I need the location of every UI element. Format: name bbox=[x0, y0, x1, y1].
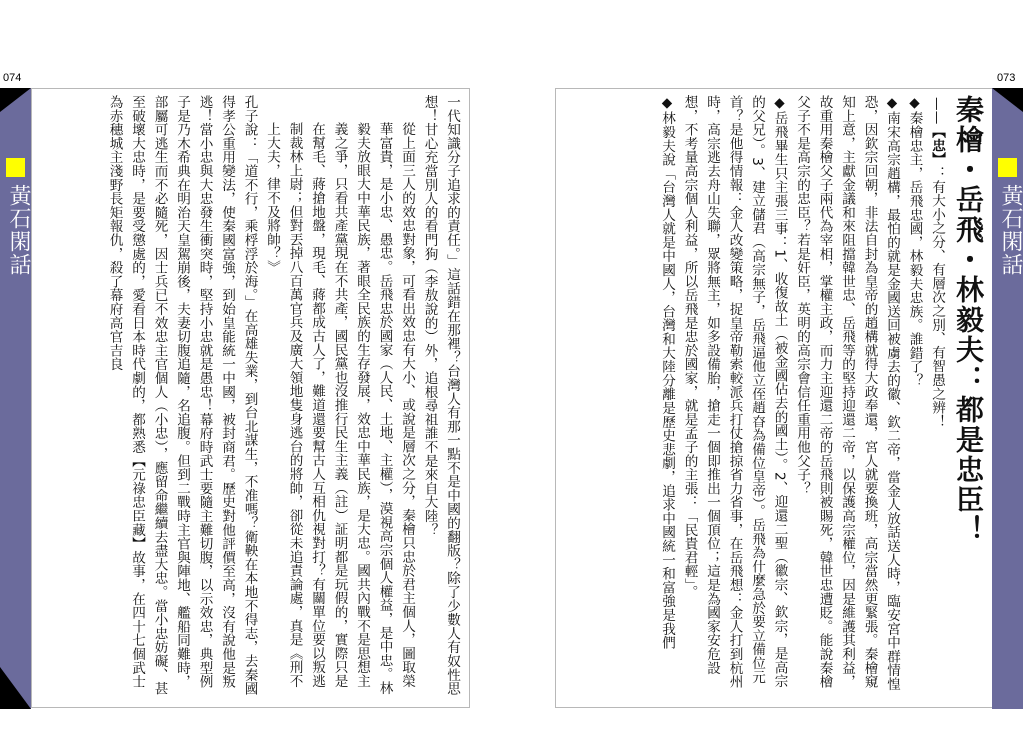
tab-yellow-square-icon bbox=[998, 158, 1017, 177]
left-page-text bbox=[34, 95, 463, 701]
diamond-bullet-icon: ◆ bbox=[771, 95, 788, 112]
diamond-bullet-icon: ◆ bbox=[659, 95, 675, 112]
paragraph bbox=[678, 95, 791, 701]
article-title: 秦檜・岳飛・林毅夫：都是忠臣！ bbox=[952, 95, 985, 545]
paragraph-text: 秦檜忠主，岳飛忠國，林毅夫忠族。誰錯了？ bbox=[906, 111, 923, 388]
subtitle-term: 【忠】 bbox=[929, 124, 945, 166]
paragraph: 一代知識分子追求的責任。」這話錯在那裡？台灣人有那一點不是中國的翻版？除了少數人有奴性思想！甘心充當別人的看門狗（李敖說的）外，追根尋祖誰不是來自大陸？ bbox=[421, 95, 460, 696]
tab-yellow-square-icon bbox=[6, 158, 25, 177]
right-page-tab bbox=[992, 88, 1023, 709]
paragraph-text: 岳飛畢生只主張三事：1、收復故土（被金國佔去的國土）。2、迎還二聖（徽宗、欽宗，是高宗的父兄）。3、建立儲君（高宗無子，岳飛逼他立侄趙昚為備位皇帝）。岳飛為什麼急於要立備位元首？是他得情報：金人改變策略，捉皇帝勒索較派兵打仗搶掠省力省事，在岳飛想：金人打到杭州時，高宗逃去舟山失聯，眾將無主，如多設備胎，搶走一個即推出一個頂位；這是為國家安危設想，不考量高宗個人利益，所以岳飛是忠於國家，就是孟子的主張：「民貴君輕」。 bbox=[681, 95, 788, 689]
article-subtitle bbox=[926, 95, 949, 701]
paragraph: 從上面三人的效忠對象，可看出效忠有大小、或說是層次之分，秦檜只忠於君主個人，圖取榮華富貴，是小忠、愚忠。岳飛忠於國家（人民、土地、主權），漠視高宗個人權益，是中忠。林毅夫放眼大中華民族，著眼全民族的生存發展，效忠中華民族，是大忠。國共內戰不是思想主義之爭，只看共產黨現在不共產，國民黨也沒推行民生主義（註）証明都是玩假的，實際只是在幫毛、蔣搶地盤，現毛、蔣都成古人了，難道還要幫古人互相仇視對打？有關單位要以叛逃制裁林上尉；但對丟掉八百萬官兵及廣大領地隻身逃台的將帥，卻從未追責論處，真是《刑不上大夫，律不及將帥？》 bbox=[264, 122, 415, 695]
diamond-bullet-icon: ◆ bbox=[906, 95, 923, 112]
subtitle-dash: —— bbox=[929, 97, 945, 125]
series-tab-label: 黃石閑話 bbox=[6, 184, 31, 276]
tab-corner-triangle bbox=[992, 88, 1023, 112]
left-page-tab bbox=[0, 88, 31, 709]
subtitle-text: ：有大小之分、有層次之別、有智愚之辨！ bbox=[929, 166, 945, 429]
right-page bbox=[555, 88, 992, 708]
page-number-left: 074 bbox=[3, 72, 22, 84]
series-tab-label: 黃石閑話 bbox=[998, 184, 1023, 276]
left-page bbox=[31, 88, 470, 708]
paragraph bbox=[791, 95, 904, 701]
paragraph: 孔子說：「道不行，乘桴浮於海。」在高雄失業，到台北謀生，不准嗎？衛鞅在本地不得志，去秦國得孝公重用變法，使秦國富強，到始皇能統一中國，被封商君。歷史對他評價至高，沒有說他是叛逃！當小忠與大忠發生衝突時，堅持小忠就是愚忠！幕府時武士要隨主難切腹，以示效忠，典型例子是乃木希典在明治天皇駕崩後，夫妻切腹追隨，名追腹。但到二戰時主官與陣地、艦船同難時，部屬可逃生而不必隨死，因士兵已不效忠主官個人（小忠），應留命繼續去盡大忠。當小忠妨礙、甚至破壞大忠時，是要受懲處的，愛看日本時代劇的，都熟悉【元祿忠臣藏】故事，在四十七個武士為赤穗城主淺野長矩報仇，殺了幕府高官吉良 bbox=[106, 95, 258, 696]
paragraph bbox=[656, 95, 679, 701]
tab-corner-triangle bbox=[0, 88, 31, 112]
paragraph-text: 林毅夫說「台灣人就是中國人，台灣和大陸分離是歷史悲劇，追求中國統一和富強是我們 bbox=[659, 111, 675, 650]
paragraph-text: 南宋高宗趙構，最怕的就是金國送回被虜去的徽、欽二帝，當金人放話送人時，臨安宮中群情惶恐，因欽宗回朝，非法自封為皇帝的趙構就得大政奉還，宮人就要換班，高宗當然更緊張。秦檜窺知上意，主獻金議和來阻擋韓世忠、岳飛等的堅持迎還二帝，以保護高宗權位，因是維護其利益，故重用秦檜父子兩代為宰相，掌權主政，而力主迎還二帝的岳飛則被賜死，韓世忠遭貶。能說秦檜父子不是高宗的忠臣？若是奸臣，英明的高宗會信任重用他父子？ bbox=[794, 95, 900, 691]
paragraph bbox=[903, 95, 926, 701]
diamond-bullet-icon: ◆ bbox=[884, 95, 900, 112]
tab-corner-triangle-bottom bbox=[0, 667, 31, 709]
page-number-right: 073 bbox=[997, 72, 1016, 84]
right-page-text bbox=[562, 95, 988, 701]
